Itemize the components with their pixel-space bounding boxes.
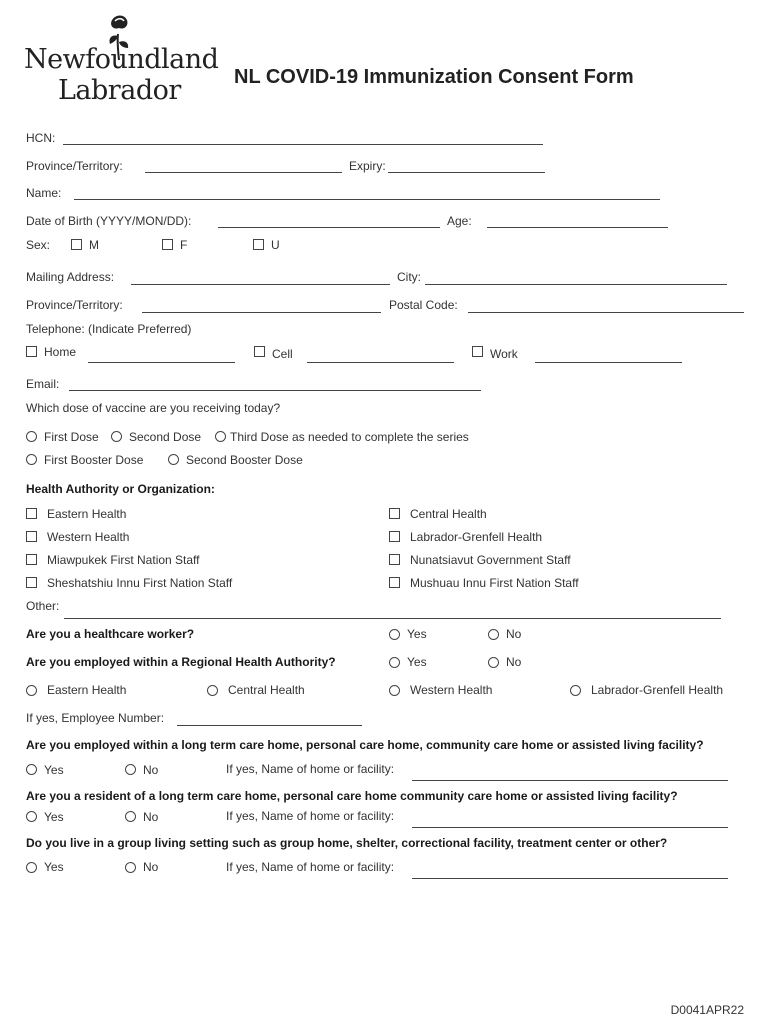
sex-f-label: F [180, 238, 188, 252]
province-field[interactable] [145, 172, 342, 173]
regional-question: Are you employed within a Regional Health Authority? [26, 655, 336, 669]
nunatsiavut-label: Nunatsiavut Government Staff [410, 553, 571, 567]
sex-f-checkbox[interactable] [162, 239, 173, 250]
healthcare-no-label: No [506, 627, 522, 641]
ltc-employed-yes-label: Yes [44, 763, 64, 777]
employee-number-field[interactable] [177, 725, 362, 726]
sex-u-checkbox[interactable] [253, 239, 264, 250]
rha-central-radio[interactable] [207, 685, 218, 696]
rha-labrador-grenfell-radio[interactable] [570, 685, 581, 696]
second-dose-radio[interactable] [111, 431, 122, 442]
second-booster-label: Second Booster Dose [186, 453, 303, 467]
email-field[interactable] [69, 390, 481, 391]
cell-phone-label: Cell [272, 347, 293, 361]
group-living-no-label: No [143, 860, 159, 874]
email-label: Email: [26, 377, 60, 391]
ltc-employed-no-radio[interactable] [125, 764, 136, 775]
name-field[interactable] [74, 199, 660, 200]
ltc-resident-yes-label: Yes [44, 810, 64, 824]
first-booster-label: First Booster Dose [44, 453, 144, 467]
rha-eastern-label: Eastern Health [47, 683, 127, 697]
expiry-label: Expiry: [349, 159, 386, 173]
ltc-employed-question: Are you employed within a long term care home, personal care home, community care home or assisted living facility? [26, 738, 704, 752]
nunatsiavut-checkbox[interactable] [389, 554, 400, 565]
rha-labrador-grenfell-label: Labrador-Grenfell Health [591, 683, 724, 697]
form-code: D0041APR22 [670, 1003, 744, 1017]
mushuau-checkbox[interactable] [389, 577, 400, 588]
logo [24, 12, 219, 107]
ltc-resident-facility-label: If yes, Name of home or facility: [226, 809, 395, 823]
ltc-employed-facility-label: If yes, Name of home or facility: [226, 762, 395, 776]
mailing-label: Mailing Address: [26, 270, 115, 284]
dose-question: Which dose of vaccine are you receiving today? [26, 401, 281, 415]
ltc-resident-no-label: No [143, 810, 159, 824]
healthcare-yes-label: Yes [407, 627, 427, 641]
hcn-label: HCN: [26, 131, 56, 145]
dob-label: Date of Birth (YYYY/MON/DD): [26, 214, 192, 228]
employee-number-label: If yes, Employee Number: [26, 711, 165, 725]
form-title: NL COVID-19 Immunization Consent Form [234, 66, 634, 88]
eastern-health-label: Eastern Health [47, 507, 127, 521]
group-living-no-radio[interactable] [125, 862, 136, 873]
name-label: Name: [26, 186, 62, 200]
ltc-employed-yes-radio[interactable] [26, 764, 37, 775]
sex-u-label: U [271, 238, 280, 252]
city-field[interactable] [425, 284, 727, 285]
work-phone-field[interactable] [535, 362, 682, 363]
hcn-field[interactable] [63, 144, 543, 145]
ltc-resident-facility-field[interactable] [412, 827, 728, 828]
ltc-resident-question: Are you a resident of a long term care home, personal care home community care home or assisted living facility? [26, 789, 678, 803]
central-health-label: Central Health [410, 507, 487, 521]
home-phone-field[interactable] [88, 362, 235, 363]
work-phone-label: Work [490, 347, 518, 361]
sheshatshiu-label: Sheshatshiu Innu First Nation Staff [47, 576, 233, 590]
labrador-grenfell-checkbox[interactable] [389, 531, 400, 542]
province-label: Province/Territory: [26, 159, 123, 173]
logo-line-1: Newfoundland [24, 44, 219, 75]
first-dose-label: First Dose [44, 430, 99, 444]
home-phone-label: Home [44, 345, 77, 359]
rha-central-label: Central Health [228, 683, 305, 697]
other-label: Other: [26, 599, 60, 613]
expiry-field[interactable] [388, 172, 545, 173]
sex-m-label: M [89, 238, 99, 252]
postal-field[interactable] [468, 312, 744, 313]
mailing-field[interactable] [131, 284, 390, 285]
ltc-resident-no-radio[interactable] [125, 811, 136, 822]
group-living-yes-label: Yes [44, 860, 64, 874]
ltc-resident-yes-radio[interactable] [26, 811, 37, 822]
miawpukek-checkbox[interactable] [26, 554, 37, 565]
group-living-facility-field[interactable] [412, 878, 728, 879]
rha-western-label: Western Health [410, 683, 493, 697]
dob-field[interactable] [218, 227, 440, 228]
miawpukek-label: Miawpukek First Nation Staff [47, 553, 200, 567]
cell-phone-checkbox[interactable] [254, 346, 265, 357]
province2-label: Province/Territory: [26, 298, 123, 312]
central-health-checkbox[interactable] [389, 508, 400, 519]
sex-label: Sex: [26, 238, 51, 252]
regional-yes-label: Yes [407, 655, 427, 669]
home-phone-checkbox[interactable] [26, 346, 37, 357]
labrador-grenfell-label: Labrador-Grenfell Health [410, 530, 543, 544]
age-label: Age: [447, 214, 472, 228]
health-authority-heading: Health Authority or Organization: [26, 482, 215, 496]
mushuau-label: Mushuau Innu First Nation Staff [410, 576, 579, 590]
first-dose-radio[interactable] [26, 431, 37, 442]
rha-western-radio[interactable] [389, 685, 400, 696]
cell-phone-field[interactable] [307, 362, 454, 363]
western-health-checkbox[interactable] [26, 531, 37, 542]
third-dose-label: Third Dose as needed to complete the series [230, 430, 469, 444]
group-living-facility-label: If yes, Name of home or facility: [226, 860, 395, 874]
age-field[interactable] [487, 227, 668, 228]
western-health-label: Western Health [47, 530, 130, 544]
other-field[interactable] [64, 618, 721, 619]
group-living-question: Do you live in a group living setting such as group home, shelter, correctional facility, treatment center or other? [26, 836, 668, 850]
postal-label: Postal Code: [389, 298, 458, 312]
second-dose-label: Second Dose [129, 430, 202, 444]
work-phone-checkbox[interactable] [472, 346, 483, 357]
healthcare-no-radio[interactable] [488, 629, 499, 640]
rha-eastern-radio[interactable] [26, 685, 37, 696]
third-dose-radio[interactable] [215, 431, 226, 442]
logo-line-2: Labrador [58, 75, 181, 106]
ltc-employed-no-label: No [143, 763, 159, 777]
eastern-health-checkbox[interactable] [26, 508, 37, 519]
sheshatshiu-checkbox[interactable] [26, 577, 37, 588]
first-booster-radio[interactable] [26, 454, 37, 465]
ltc-employed-facility-field[interactable] [412, 780, 728, 781]
second-booster-radio[interactable] [168, 454, 179, 465]
telephone-label: Telephone: (Indicate Preferred) [26, 322, 192, 336]
regional-yes-radio[interactable] [389, 657, 400, 668]
group-living-yes-radio[interactable] [26, 862, 37, 873]
regional-no-radio[interactable] [488, 657, 499, 668]
healthcare-worker-question: Are you a healthcare worker? [26, 627, 195, 641]
city-label: City: [397, 270, 421, 284]
province2-field[interactable] [142, 312, 381, 313]
healthcare-yes-radio[interactable] [389, 629, 400, 640]
regional-no-label: No [506, 655, 522, 669]
sex-m-checkbox[interactable] [71, 239, 82, 250]
